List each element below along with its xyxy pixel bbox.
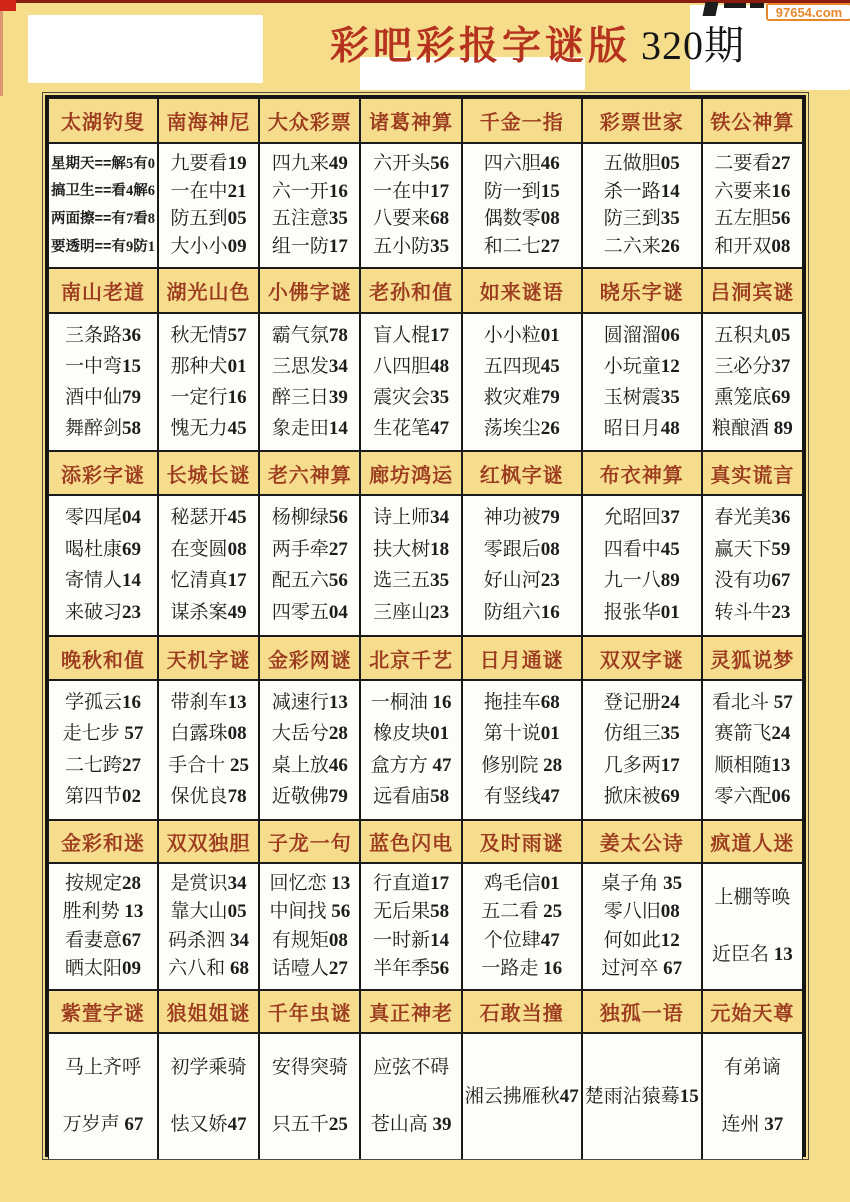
puzzle-line: 霸气氛78 [271, 324, 348, 346]
puzzle-cell [360, 495, 461, 636]
puzzle-line: 楚雨沾猿蓦15 [584, 1085, 699, 1107]
puzzle-cell [360, 863, 461, 990]
puzzle-line: 桌上放46 [271, 754, 348, 776]
puzzle-line: 六八和 68 [168, 957, 249, 979]
puzzle-line: 大小小09 [170, 236, 247, 258]
section-header: 石敢当撞 [462, 990, 582, 1033]
section-header: 晚秋和值 [48, 636, 158, 680]
section-header: 吕洞宾谜 [702, 268, 803, 313]
puzzle-line: 零四尾04 [64, 506, 141, 528]
puzzle-line: 盒方方 47 [370, 754, 452, 776]
section-header: 彩票世家 [582, 98, 702, 143]
section-header: 湖光山色 [158, 268, 259, 313]
section-header: 晓乐字谜 [582, 268, 702, 313]
puzzle-line: 万岁声 67 [62, 1113, 144, 1135]
section-header: 红枫字谜 [462, 451, 582, 495]
puzzle-cell [158, 680, 259, 820]
section-header: 太湖钓叟 [48, 98, 158, 143]
puzzle-line: 和二七27 [483, 236, 560, 258]
puzzle-line: 有弟谪 [723, 1057, 781, 1079]
puzzle-line: 一路走 16 [481, 957, 563, 979]
puzzle-line: 小小粒01 [483, 324, 560, 346]
puzzle-cell [259, 495, 360, 636]
puzzle-line: 组一防17 [271, 236, 348, 258]
puzzle-line: 杨柳绿56 [271, 506, 348, 528]
puzzle-line: 大岳兮28 [271, 723, 348, 745]
section-header: 老六神算 [259, 451, 360, 495]
puzzle-line: 有规矩08 [271, 929, 348, 951]
section-header: 千金一指 [462, 98, 582, 143]
puzzle-cell [582, 1033, 702, 1160]
puzzle-line: 远看庙58 [373, 786, 450, 808]
puzzle-line: 和开双08 [714, 236, 791, 258]
puzzle-line: 何如此12 [603, 929, 680, 951]
puzzle-cell [360, 680, 461, 820]
puzzle-line: 连州 37 [721, 1113, 784, 1135]
section-header: 灵狐说梦 [702, 636, 803, 680]
puzzle-line: 选三五35 [373, 570, 450, 592]
corner-red-mark [0, 0, 16, 11]
puzzle-line: 有竖线47 [483, 786, 560, 808]
section-header: 真实谎言 [702, 451, 803, 495]
puzzle-line: 六一开16 [271, 180, 348, 202]
puzzle-line: 保优良78 [170, 786, 247, 808]
puzzle-line: 半年季56 [373, 957, 450, 979]
puzzle-line: 五左胆56 [714, 208, 791, 230]
puzzle-line: 愧无力45 [170, 417, 247, 439]
puzzle-line: 二六来26 [603, 236, 680, 258]
puzzle-cell [48, 1033, 158, 1160]
puzzle-line: 看妻意67 [64, 929, 141, 951]
puzzle-cell [158, 863, 259, 990]
puzzle-line: 中间找 56 [269, 901, 351, 923]
section-header: 姜太公诗 [582, 820, 702, 863]
puzzle-cell [702, 143, 803, 268]
puzzle-cell [48, 495, 158, 636]
page-title-issue: 320期 [641, 23, 746, 68]
puzzle-line: 三思发34 [271, 355, 348, 377]
puzzle-line: 四九来49 [271, 152, 348, 174]
section-header: 长城长谜 [158, 451, 259, 495]
puzzle-cell [582, 680, 702, 820]
puzzle-line: 那种犬01 [170, 355, 247, 377]
puzzle-line: 晒太阳09 [64, 957, 141, 979]
puzzle-line: 秘瑟开45 [170, 506, 247, 528]
puzzle-line: 报张华01 [603, 602, 680, 624]
puzzle-line: 防一到15 [483, 180, 560, 202]
puzzle-line: 配五六56 [271, 570, 348, 592]
section-header: 紫萱字谜 [48, 990, 158, 1033]
section-header: 及时雨谜 [462, 820, 582, 863]
puzzle-line: 第四节02 [64, 786, 141, 808]
section-header: 小佛字谜 [259, 268, 360, 313]
puzzle-cell [582, 863, 702, 990]
section-header: 诸葛神算 [360, 98, 461, 143]
puzzle-line: 六要来16 [714, 180, 791, 202]
puzzle-cell [702, 313, 803, 451]
puzzle-line: 熏笼底69 [714, 386, 791, 408]
puzzle-line: 春光美36 [714, 506, 791, 528]
puzzle-line: 八要来68 [373, 208, 450, 230]
puzzle-line: 桌子角 35 [601, 873, 683, 895]
section-header: 老孙和值 [360, 268, 461, 313]
puzzle-line: 学孤云16 [64, 691, 141, 713]
section-header: 双双字谜 [582, 636, 702, 680]
puzzle-line: 象走田14 [271, 417, 348, 439]
puzzle-line: 玉树震35 [603, 386, 680, 408]
puzzle-cell [582, 313, 702, 451]
puzzle-line: 寄情人14 [64, 570, 141, 592]
puzzle-line: 安得突骑 [271, 1057, 348, 1079]
puzzle-cell [462, 863, 582, 990]
puzzle-line: 按规定28 [64, 873, 141, 895]
puzzle-line: 转斗牛23 [714, 602, 791, 624]
watermark-text: 97654.com [775, 4, 843, 20]
puzzle-line: 三必分37 [714, 355, 791, 377]
section-header: 蓝色闪电 [360, 820, 461, 863]
puzzle-line: 八四胆48 [373, 355, 450, 377]
section-header: 天机字谜 [158, 636, 259, 680]
page-title-main: 彩吧彩报字谜版 [330, 25, 632, 68]
puzzle-line: 行直道17 [373, 873, 450, 895]
section-header: 子龙一句 [259, 820, 360, 863]
puzzle-line: 圆溜溜06 [603, 324, 680, 346]
puzzle-line: 诗上师34 [373, 506, 450, 528]
puzzle-line: 好山河23 [483, 570, 560, 592]
puzzle-cell [462, 495, 582, 636]
puzzle-line: 近敬佛79 [271, 786, 348, 808]
puzzle-line: 救灾难79 [483, 386, 560, 408]
puzzle-line: 醉三日39 [271, 386, 348, 408]
section-header: 狼姐姐谜 [158, 990, 259, 1033]
puzzle-line: 应弦不碍 [373, 1057, 450, 1079]
section-header: 元始天尊 [702, 990, 803, 1033]
puzzle-cell [462, 313, 582, 451]
puzzle-line: 三座山23 [373, 602, 450, 624]
puzzle-cell [360, 1033, 461, 1160]
puzzle-line: 走七步 57 [62, 723, 144, 745]
puzzle-cell [158, 313, 259, 451]
puzzle-line: 谋杀案49 [170, 602, 247, 624]
puzzle-line: 初学乘骑 [170, 1057, 247, 1079]
puzzle-line: 五小防35 [373, 236, 450, 258]
section-header: 铁公神算 [702, 98, 803, 143]
puzzle-line: 零八旧08 [603, 901, 680, 923]
puzzle-line: 登记册24 [603, 691, 680, 713]
puzzle-line: 橡皮块01 [373, 723, 450, 745]
puzzle-line: 震灾会35 [373, 386, 450, 408]
puzzle-line: 近臣名 13 [711, 943, 793, 965]
section-header: 金彩和迷 [48, 820, 158, 863]
section-header: 真正神老 [360, 990, 461, 1033]
puzzle-line: 胜利势 13 [62, 901, 144, 923]
puzzle-line: 舞醉剑58 [64, 417, 141, 439]
puzzle-line: 小玩童12 [603, 355, 680, 377]
puzzle-cell [48, 863, 158, 990]
puzzle-cell [259, 313, 360, 451]
puzzle-line: 两面擦==有7看8 [51, 211, 155, 228]
section-header: 布衣神算 [582, 451, 702, 495]
puzzle-cell [702, 863, 803, 990]
puzzle-line: 拖挂车68 [483, 691, 560, 713]
puzzle-line: 喝杜康69 [64, 538, 141, 560]
puzzle-line: 二要看27 [714, 152, 791, 174]
left-red-border [0, 0, 3, 96]
puzzle-line: 五注意35 [271, 208, 348, 230]
puzzle-line: 过河卒 67 [601, 957, 683, 979]
puzzle-line: 零跟后08 [483, 538, 560, 560]
puzzle-line: 来破习23 [64, 602, 141, 624]
puzzle-line: 一时新14 [373, 929, 450, 951]
puzzle-line: 允昭回37 [603, 506, 680, 528]
puzzle-line: 手合十 25 [168, 754, 249, 776]
puzzle-line: 九一八89 [603, 570, 680, 592]
section-header: 添彩字谜 [48, 451, 158, 495]
puzzle-line: 苍山高 39 [370, 1113, 452, 1135]
puzzle-line: 两手牵27 [271, 538, 348, 560]
puzzle-cell [259, 143, 360, 268]
puzzle-line: 盲人棍17 [373, 324, 450, 346]
puzzle-grid [45, 95, 806, 1157]
puzzle-line: 防五到05 [170, 208, 247, 230]
puzzle-cell [259, 680, 360, 820]
puzzle-line: 湘云拂雁秋47 [464, 1085, 579, 1107]
page-title [330, 14, 745, 71]
puzzle-cell [360, 313, 461, 451]
puzzle-line: 靠大山05 [170, 901, 247, 923]
puzzle-line: 五积丸05 [714, 324, 791, 346]
puzzle-line: 星期天==解5有0 [51, 155, 155, 172]
section-header: 千年虫谜 [259, 990, 360, 1033]
puzzle-line: 回忆恋 13 [269, 873, 351, 895]
puzzle-line: 搞卫生==看4解6 [51, 183, 155, 200]
puzzle-cell [582, 143, 702, 268]
puzzle-line: 四六胆46 [483, 152, 560, 174]
puzzle-line: 赛箭飞24 [714, 723, 791, 745]
section-header: 双双独胆 [158, 820, 259, 863]
puzzle-line: 看北斗 57 [711, 691, 793, 713]
section-header: 大众彩票 [259, 98, 360, 143]
puzzle-line: 带刹车13 [170, 691, 247, 713]
puzzle-line: 零六配06 [714, 786, 791, 808]
puzzle-line: 六开头56 [373, 152, 450, 174]
puzzle-line: 一桐油 16 [370, 691, 452, 713]
puzzle-cell [462, 143, 582, 268]
section-header: 南海神尼 [158, 98, 259, 143]
section-header: 疯道人迷 [702, 820, 803, 863]
puzzle-line: 一在中21 [170, 180, 247, 202]
puzzle-line: 五四现45 [483, 355, 560, 377]
puzzle-line: 要透明==有9防1 [51, 238, 155, 255]
section-header: 独孤一语 [582, 990, 702, 1033]
puzzle-cell [259, 1033, 360, 1160]
puzzle-line: 昭日月48 [603, 417, 680, 439]
puzzle-cell [702, 1033, 803, 1160]
puzzle-line: 第十说01 [483, 723, 560, 745]
section-header: 金彩网谜 [259, 636, 360, 680]
puzzle-cell [158, 143, 259, 268]
puzzle-line: 赢天下59 [714, 538, 791, 560]
puzzle-line: 三条路36 [64, 324, 141, 346]
puzzle-cell [48, 680, 158, 820]
puzzle-line: 酒中仙79 [64, 386, 141, 408]
puzzle-cell [259, 863, 360, 990]
puzzle-line: 顺相随13 [714, 754, 791, 776]
puzzle-line: 一中弯15 [64, 355, 141, 377]
puzzle-line: 偶数零08 [483, 208, 560, 230]
puzzle-line: 生花笔47 [373, 417, 450, 439]
puzzle-line: 个位肆47 [483, 929, 560, 951]
puzzle-line: 鸡毛信01 [483, 873, 560, 895]
puzzle-cell [48, 143, 158, 268]
puzzle-line: 是赏识34 [170, 873, 247, 895]
puzzle-cell [360, 143, 461, 268]
puzzle-line: 白露珠08 [170, 723, 247, 745]
puzzle-line: 仿组三35 [603, 723, 680, 745]
puzzle-line: 减速行13 [271, 691, 348, 713]
puzzle-cell [582, 495, 702, 636]
puzzle-cell [462, 680, 582, 820]
section-header: 日月通谜 [462, 636, 582, 680]
puzzle-cell [158, 495, 259, 636]
puzzle-cell [702, 680, 803, 820]
puzzle-line: 五二看 25 [481, 901, 563, 923]
blank-patch-left [28, 15, 263, 83]
puzzle-line: 防三到35 [603, 208, 680, 230]
puzzle-cell [462, 1033, 582, 1160]
puzzle-line: 荡埃尘26 [483, 417, 560, 439]
puzzle-line: 马上齐呼 [64, 1057, 141, 1079]
puzzle-line: 扶大树18 [373, 538, 450, 560]
puzzle-line: 在变圆08 [170, 538, 247, 560]
section-header: 南山老道 [48, 268, 158, 313]
puzzle-line: 九要看19 [170, 152, 247, 174]
puzzle-line: 只五千25 [271, 1113, 348, 1135]
puzzle-line: 几多两17 [603, 754, 680, 776]
puzzle-line: 粮酿酒 89 [711, 417, 793, 439]
puzzle-line: 修别院 28 [481, 754, 563, 776]
puzzle-line: 一定行16 [170, 386, 247, 408]
puzzle-cell [702, 495, 803, 636]
section-header: 北京千艺 [360, 636, 461, 680]
puzzle-line: 五做胆05 [603, 152, 680, 174]
puzzle-line: 上棚等唤 [714, 887, 791, 909]
puzzle-line: 秋无情57 [170, 324, 247, 346]
puzzle-line: 掀床被69 [603, 786, 680, 808]
puzzle-cell [48, 313, 158, 451]
section-header: 如来谜语 [462, 268, 582, 313]
puzzle-line: 四看中45 [603, 538, 680, 560]
puzzle-line: 怯又娇47 [170, 1113, 247, 1135]
watermark-badge [766, 3, 850, 21]
puzzle-line: 四零五04 [271, 602, 348, 624]
puzzle-line: 码杀泗 34 [168, 929, 249, 951]
puzzle-line: 没有功67 [714, 570, 791, 592]
puzzle-line: 无后果58 [373, 901, 450, 923]
puzzle-line: 话噎人27 [271, 957, 348, 979]
puzzle-line: 一在中17 [373, 180, 450, 202]
puzzle-line: 神功被79 [483, 506, 560, 528]
puzzle-line: 杀一路14 [603, 180, 680, 202]
puzzle-line: 二七跨27 [64, 754, 141, 776]
puzzle-line: 防组六16 [483, 602, 560, 624]
puzzle-line: 忆清真17 [170, 570, 247, 592]
puzzle-cell [158, 1033, 259, 1160]
section-header: 廊坊鸿运 [360, 451, 461, 495]
